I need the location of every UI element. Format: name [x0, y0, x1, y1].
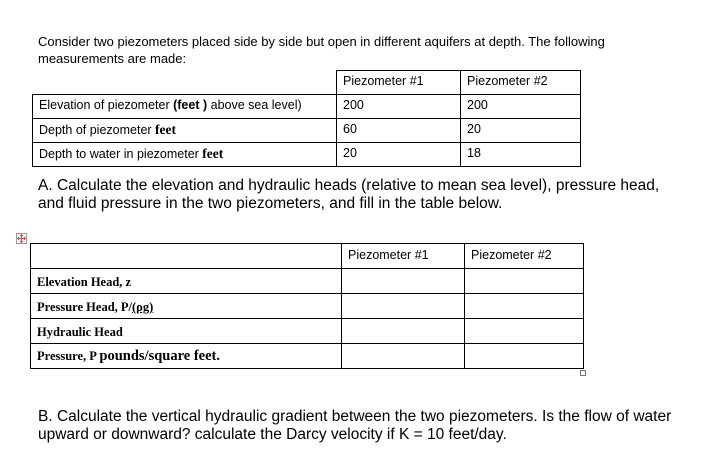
row-label-text: Pressure, P [37, 349, 100, 363]
header-blank [31, 244, 342, 269]
question-a: A. Calculate the elevation and hydraulic heads (relative to mean sea level), pressure head, and fluid pressure in the two piezometers, and fill in the table below. [38, 177, 660, 212]
unit-text: feet [202, 146, 224, 161]
answer-cell-p2[interactable] [465, 344, 584, 369]
row-label [33, 95, 337, 119]
intro-text: Consider two piezometers placed side by side but open in different aquifers at depth. The following measurements are made: [38, 34, 605, 66]
table-move-handle[interactable] [16, 233, 27, 244]
table-row [33, 95, 581, 119]
header-piezometer-1: Piezometer #1 [337, 71, 461, 95]
unit-text: (feet ) [173, 98, 208, 112]
table-row [31, 269, 584, 294]
unit-text: feet [155, 122, 177, 137]
header-blank [33, 71, 337, 95]
row-label: Hydraulic Head [31, 319, 342, 344]
answer-cell-p2[interactable] [465, 294, 584, 319]
header-piezometer-2: Piezometer #2 [465, 244, 584, 269]
cell-p2: 18 [461, 143, 581, 167]
cell-p2: 200 [461, 95, 581, 119]
answer-cell-p1[interactable] [342, 319, 465, 344]
measurements-table [32, 70, 581, 167]
row-label [33, 143, 337, 167]
row-label-text: Depth to water in piezometer [39, 147, 203, 161]
table-row [31, 344, 584, 369]
row-label [31, 294, 342, 319]
answer-cell-p2[interactable] [465, 269, 584, 294]
cell-p2: 20 [461, 119, 581, 143]
table-header-row [31, 244, 584, 269]
row-label: Elevation Head, z [31, 269, 342, 294]
header-piezometer-2: Piezometer #2 [461, 71, 581, 95]
row-label-text: Depth of piezometer [39, 123, 156, 137]
table-row [31, 294, 584, 319]
answer-cell-p1[interactable] [342, 344, 465, 369]
move-arrows-icon [17, 234, 26, 243]
answer-cell-p1[interactable] [342, 294, 465, 319]
header-piezometer-1: Piezometer #1 [342, 244, 465, 269]
table-resize-handle[interactable] [580, 370, 586, 376]
row-label [31, 344, 342, 369]
row-label-text: Pressure Head, P/ [37, 300, 133, 314]
answer-cell-p2[interactable] [465, 319, 584, 344]
answer-cell-p1[interactable] [342, 269, 465, 294]
rho-g-text: (ρg) [132, 300, 154, 314]
table-header-row [33, 71, 581, 95]
row-label [33, 119, 337, 143]
table-row [33, 119, 581, 143]
units-text: pounds/square feet. [99, 348, 220, 364]
row-label-suffix: above sea level) [207, 98, 302, 112]
row-label-text: Elevation of piezometer [39, 98, 174, 112]
cell-p1: 20 [337, 143, 461, 167]
answer-table [30, 243, 584, 369]
question-b: B. Calculate the vertical hydraulic gradient between the two piezometers. Is the flow of water upward or downward? calculate the Darcy velocity if K = 10 feet/day. [38, 408, 672, 443]
table-row [31, 319, 584, 344]
cell-p1: 200 [337, 95, 461, 119]
table-row [33, 143, 581, 167]
cell-p1: 60 [337, 119, 461, 143]
